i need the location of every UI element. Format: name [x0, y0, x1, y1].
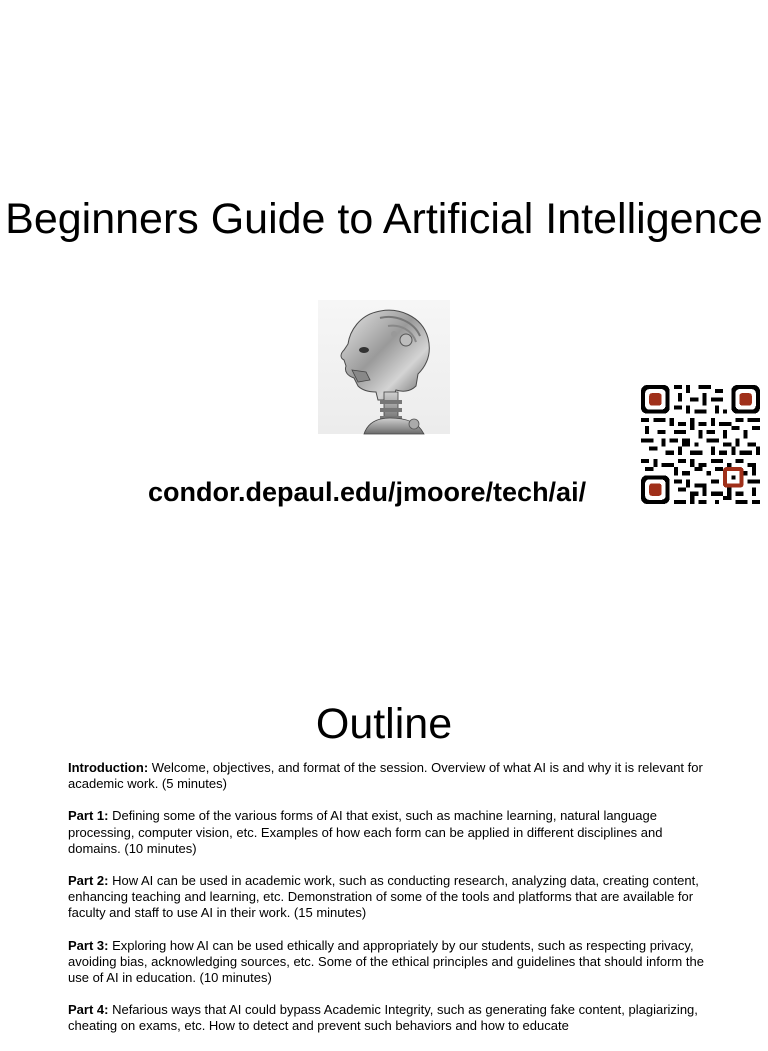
qr-code-graphic: [641, 385, 760, 504]
outline-item-part-2: [68, 873, 718, 922]
outline-item-text: Welcome, objectives, and format of the session. Overview of what AI is and why it is relevant for academic work. (5 minutes): [68, 760, 703, 792]
qr-code-icon: [641, 385, 760, 504]
outline-item-part-3: [68, 938, 718, 987]
outline-item-text: How AI can be used in academic work, such as conducting research, analyzing data, creating content, enhancing teaching and learning, etc. Demonstration of some of the tools and platforms that are available for faculty and staff to use AI in their work. (15 minutes): [68, 873, 699, 921]
outline-item-part-4: [68, 1002, 718, 1034]
outline-item-label: Part 4:: [68, 1002, 109, 1018]
slide-title: Beginners Guide to Artificial Intelligence: [5, 195, 763, 243]
outline-item-label: Part 3:: [68, 937, 109, 953]
website-url[interactable]: condor.depaul.edu/jmoore/tech/ai/: [148, 477, 587, 507]
outline-item-text: Exploring how AI can be used ethically and appropriately by our students, such as respecting privacy, avoiding bias, acknowledging sources, etc. Some of the ethical principles and guidelines that should inform the use of AI in education. (10 minutes): [68, 937, 704, 986]
outline-item-part-1: [68, 808, 718, 857]
outline-item-text: Defining some of the various forms of AI that exist, such as machine learning, natural language processing, computer vision, etc. Examples of how each form can be applied in different disciplines and domains. (10 minutes): [68, 808, 663, 856]
outline-item-label: Part 1:: [68, 808, 109, 824]
robot-head-image: [318, 300, 450, 434]
robot-head-icon: [318, 300, 450, 434]
outline-title: Outline: [315, 700, 453, 748]
outline-item-introduction: [68, 760, 718, 792]
outline-item-label: Introduction:: [68, 760, 149, 775]
outline-item-text: Nefarious ways that AI could bypass Academic Integrity, such as generating fake content, plagiarizing, cheating on exams, etc. How to detect and prevent such behaviors and how to educate: [68, 1002, 698, 1034]
outline-item-label: Part 2:: [68, 873, 109, 889]
outline-list: [68, 760, 718, 1051]
